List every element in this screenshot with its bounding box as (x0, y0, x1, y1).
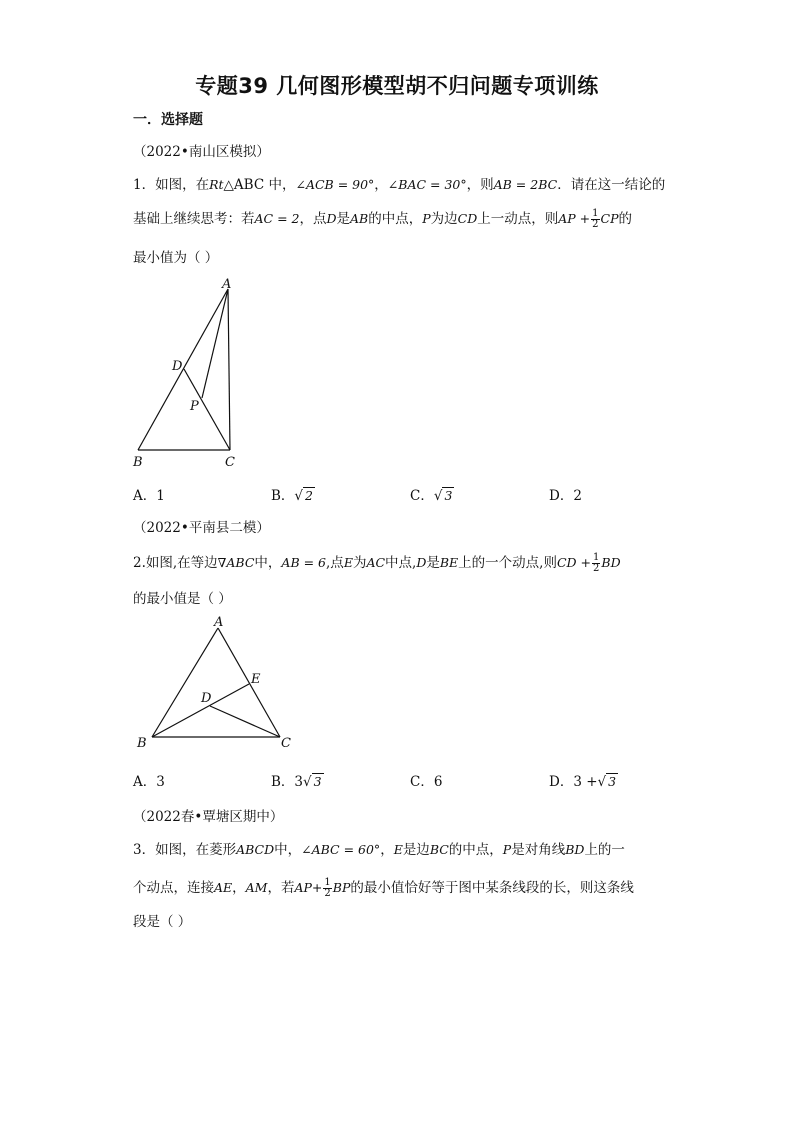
q3-math: ABCD (236, 842, 275, 857)
q1-text: 的中点， (368, 211, 423, 227)
label-b: B (133, 455, 143, 470)
q2-math: AB = 6 (281, 555, 327, 570)
label-p: P (190, 399, 199, 414)
q3-line1 (133, 838, 625, 858)
q2-math: D (416, 555, 427, 570)
q3-math: AP+ (294, 880, 323, 895)
q3-source: （2022春•覃塘区期中） (133, 809, 284, 825)
sqrt-radicand: 3 (608, 774, 617, 789)
q3-math: E (393, 842, 403, 857)
q1-math: AC = 2 (254, 211, 300, 226)
q1-option-a: A．1 (133, 488, 165, 504)
segment-ap (202, 289, 228, 398)
q2-option-b: B．3√ 3 (271, 774, 322, 790)
q1-text: 上一动点，则 (477, 211, 559, 227)
label-e: E (251, 672, 261, 687)
fraction-numerator: 1 (324, 877, 331, 888)
q1-text: ，点 (299, 211, 327, 227)
q1-math: ∠ACB = 90° (295, 177, 375, 192)
q2-option-c: C．6 (410, 774, 443, 790)
q2-line1 (133, 551, 621, 574)
q1-math: AB = 2BC (493, 177, 558, 192)
q1-math: ∠BAC = 30° (387, 177, 467, 192)
q1-math: P (422, 211, 431, 226)
q3-math: BC (429, 842, 449, 857)
option-label: B． (271, 488, 295, 504)
q1-math: Rt (209, 177, 224, 192)
q1-math: AB (350, 211, 369, 226)
segment-ac (228, 289, 230, 450)
segment-ab (138, 289, 228, 450)
fraction-denominator: 2 (593, 563, 600, 574)
q1-option-c: C．√ 3 (410, 488, 453, 504)
q2-option-a: A．3 (133, 774, 165, 790)
q3-text: 上的一 (584, 842, 625, 858)
q2-math: ∇ABC (217, 555, 255, 570)
label-a: A (214, 615, 224, 630)
q2-text: 上的一个动点,则 (458, 555, 557, 571)
q3-math: P (502, 842, 512, 857)
label-d: D (172, 359, 183, 374)
q2-option-d: D．3 +√ 3 (549, 774, 617, 790)
q1-text: 基础上继续思考：若 (133, 211, 255, 227)
option-label: D．3 + (549, 774, 598, 790)
page-title: 专题39 几何图形模型胡不归问题专项训练 (195, 74, 599, 98)
q3-text: 个动点，连接 (133, 880, 214, 896)
q2-text: 2.如图,在等边 (133, 555, 218, 571)
label-a: A (222, 277, 232, 292)
q3-text: ， (380, 842, 394, 858)
label-c: C (225, 455, 235, 470)
q1-line1 (133, 173, 665, 193)
sqrt-radicand: 3 (313, 774, 322, 789)
q2-math: BE (439, 555, 459, 570)
fraction-denominator: 2 (592, 219, 599, 230)
q1-text: 为边 (430, 211, 458, 227)
label-d: D (201, 691, 212, 706)
q2-text: 为 (352, 555, 367, 571)
q1-math: AP + (558, 211, 591, 226)
q3-math: BD (565, 842, 585, 857)
q3-text: 3．如图，在菱形 (133, 842, 237, 858)
q2-math: CD + (556, 555, 592, 570)
q3-text: 中， (274, 842, 302, 858)
q2-math: BD (601, 555, 621, 570)
q2-fraction (592, 553, 600, 574)
q2-text: 是 (426, 555, 440, 571)
q1-fraction (591, 209, 599, 230)
q3-math: ∠ABC = 60° (301, 842, 381, 857)
sqrt-radicand: 3 (444, 488, 453, 503)
q1-text: 的 (618, 211, 632, 227)
q1-line3: 最小值为（ ） (133, 250, 219, 266)
q1-math: CP (600, 211, 619, 226)
segment-dc (210, 706, 280, 737)
q3-text: ， (232, 880, 246, 896)
q1-source: （2022•南山区模拟） (133, 144, 270, 160)
section-heading: 一．选择题 (133, 112, 203, 128)
q1-figure (125, 270, 255, 470)
q1-math: CD (457, 211, 478, 226)
q3-text: 的中点， (448, 842, 503, 858)
q1-text: 是 (336, 211, 350, 227)
q3-fraction (323, 878, 331, 899)
q2-text: 中点, (385, 555, 417, 571)
q1-text: 1．如图，在 (133, 177, 210, 193)
q2-math: AC (366, 555, 386, 570)
q1-option-b: B．√ 2 (271, 488, 313, 504)
fraction-numerator: 1 (593, 552, 600, 563)
q3-line3: 段是（ ） (133, 914, 192, 930)
q3-text: 是边 (402, 842, 430, 858)
q2-line2: 的最小值是（ ） (133, 591, 232, 607)
option-label: B．3 (271, 774, 304, 790)
q2-text: ,点 (326, 555, 344, 571)
label-c: C (281, 736, 291, 751)
segment-ac (218, 628, 280, 737)
q3-line2 (133, 876, 634, 899)
q3-text: ，若 (267, 880, 295, 896)
q2-math: E (343, 555, 353, 570)
q3-text: 的最小值恰好等于图中某条线段的长，则这条线 (350, 880, 634, 896)
q2-figure (130, 612, 300, 757)
q1-text: ．请在这一结论的 (557, 177, 666, 193)
q3-math: BP (332, 880, 351, 895)
q1-line2 (133, 207, 632, 230)
q3-text: 是对角线 (511, 842, 566, 858)
q2-source: （2022•平南县二模） (133, 520, 270, 536)
q1-math: D (326, 211, 337, 226)
label-b: B (137, 736, 147, 751)
q1-text: ，则 (466, 177, 494, 193)
q1-text: △ABC 中， (223, 177, 296, 193)
q1-text: ， (374, 177, 388, 193)
q2-text: 中， (254, 555, 282, 571)
segment-ab (152, 628, 218, 737)
q3-math: AM (245, 880, 268, 895)
q1-option-d: D．2 (549, 488, 582, 504)
fraction-numerator: 1 (592, 208, 599, 219)
fraction-denominator: 2 (324, 888, 331, 899)
option-label: C． (410, 488, 434, 504)
sqrt-radicand: 2 (305, 488, 313, 503)
q3-math: AE (214, 880, 233, 895)
